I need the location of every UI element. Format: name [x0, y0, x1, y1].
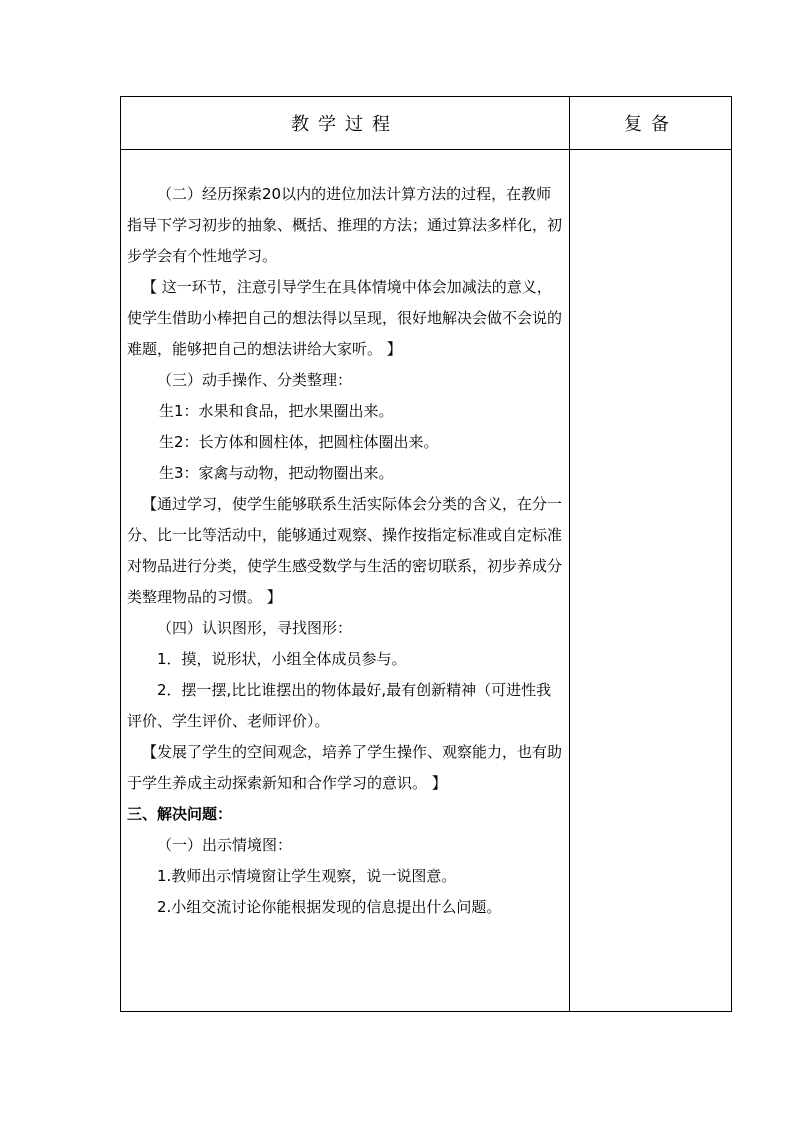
- shapes-step-1: 1．摸，说形状，小组全体成员参与。: [157, 650, 407, 668]
- note-spatial-concept: 【发展了学生的空间观念，培养了学生操作、观察能力，也有助于学生养成主动探索新知和合作学习的意识。 】: [127, 743, 563, 792]
- student-answer-2: 生2：长方体和圆柱体，把圆柱体圈出来。: [159, 433, 439, 451]
- lesson-plan-table: [120, 96, 732, 1012]
- scene-step-1: 1.教师出示情境窗让学生观察，说一说图意。: [157, 867, 457, 885]
- section-solve-problems: 三、解决问题：: [127, 805, 233, 823]
- note-addition-meaning: 【 这一环节，注意引导学生在具体情境中体会加减法的意义，使学生借助小棒把自己的想法得以呈现，很好地解决会做不会说的难题，能够把自己的想法讲给大家听。 】: [127, 278, 563, 358]
- paragraph-scene-heading: （一）出示情境图：: [157, 836, 293, 854]
- student-answer-1: 生1：水果和食品，把水果圈出来。: [159, 402, 394, 420]
- shapes-step-2: 2．摆一摆,比比谁摆出的物体最好,最有创新精神（可进性我评价、学生评价、老师评价）。: [127, 681, 552, 730]
- paragraph-sorting-heading: （三）动手操作、分类整理：: [157, 371, 353, 389]
- column-divider: [569, 97, 570, 1011]
- student-answer-3: 生3：家禽与动物，把动物圈出来。: [159, 464, 394, 482]
- header-teaching-process: 教学过程: [291, 114, 399, 135]
- teaching-process-content: [127, 179, 563, 923]
- paragraph-shapes-heading: （四）认识图形，寻找图形：: [157, 619, 353, 637]
- scene-step-2: 2.小组交流讨论你能根据发现的信息提出什么问题。: [157, 898, 502, 916]
- header-divider: [121, 149, 731, 150]
- paragraph-explore-addition: （二）经历探索20以内的进位加法计算方法的过程，在教师指导下学习初步的抽象、概括、推理的方法；通过算法多样化，初步学会有个性地学习。: [127, 185, 563, 265]
- note-classification: 【通过学习，使学生能够联系生活实际体会分类的含义，在分一分、比一比等活动中，能够通过观察、操作按指定标准或自定标准对物品进行分类，使学生感受数学与生活的密切联系，初步养成分类整理物品的习惯。 】: [127, 495, 563, 606]
- header-review: 复备: [624, 114, 678, 135]
